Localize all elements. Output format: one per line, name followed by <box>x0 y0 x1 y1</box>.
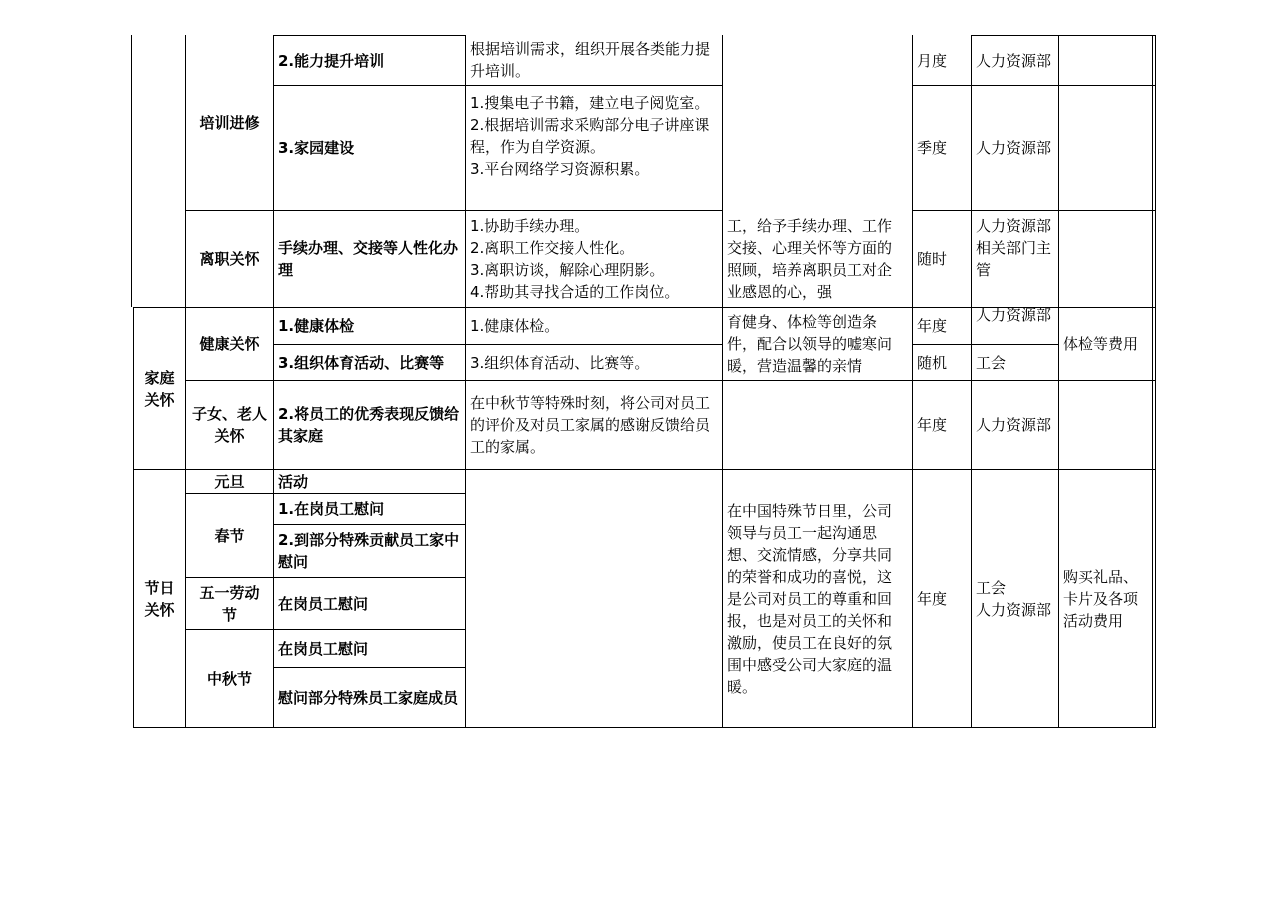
resign-content: 1.协助手续办理。 2.离职工作交接人性化。 3.离职访谈，解除心理阴影。 4.帮助其寻找合适的工作岗位。 <box>470 217 680 301</box>
holiday-freq: 年度 <box>917 589 948 608</box>
training-content-1: 根据培训需求，组织开展各类能力提升培训。 <box>470 40 711 80</box>
holiday-spring-item-1: 1.在岗员工慰问 <box>278 500 385 518</box>
children-item: 2.将员工的优秀表现反馈给其家庭 <box>278 405 460 445</box>
health-purpose: 育健身、体检等创造条件，配合以领导的嘘寒问暖，营造温馨的亲情 <box>727 313 893 375</box>
group-family: 家庭关怀 <box>144 368 175 409</box>
category-training: 培训进修 <box>199 114 260 132</box>
health-freq-2: 随机 <box>917 353 948 372</box>
health-content-2: 3.组织体育活动、比赛等。 <box>470 353 650 372</box>
resign-item: 手续办理、交接等人性化办理 <box>278 239 459 279</box>
holiday-mayday: 五一劳动节 <box>199 583 260 624</box>
category-health: 健康关怀 <box>199 335 260 353</box>
resign-freq: 随时 <box>917 250 948 268</box>
children-dept: 人力资源部 <box>976 416 1052 434</box>
category-resign: 离职关怀 <box>199 250 260 268</box>
holiday-midautumn-item-2: 慰问部分特殊员工家庭成员 <box>278 688 459 707</box>
category-children-elderly: 子女、老人关怀 <box>192 405 268 445</box>
health-dept-1: 人力资源部 <box>976 306 1052 324</box>
holiday-midautumn-item-1: 在岗员工慰问 <box>278 639 369 658</box>
resign-purpose: 工，给予手续办理、工作交接、心理关怀等方面的照顾，培养离职员工对企业感恩的心，强 <box>727 217 893 301</box>
health-item-2: 3.组织体育活动、比赛等 <box>278 353 445 372</box>
training-content-2: 1.搜集电子书籍，建立电子阅览室。 2.根据培训需求采购部分电子讲座课程，作为自学资源。 3.平台网络学习资源积累。 <box>470 94 710 178</box>
health-freq-1: 年度 <box>917 317 948 335</box>
health-content-1: 1.健康体检。 <box>470 317 560 335</box>
training-freq-2: 季度 <box>917 139 948 157</box>
holiday-spring-item-2: 2.到部分特殊贡献员工家中慰问 <box>278 531 460 571</box>
training-freq-1: 月度 <box>917 51 948 70</box>
training-dept-1: 人力资源部 <box>976 51 1052 70</box>
health-cost: 体检等费用 <box>1063 335 1139 353</box>
holiday-newyear: 元旦 <box>214 472 245 491</box>
holiday-newyear-item: 活动 <box>278 472 309 491</box>
training-dept-2: 人力资源部 <box>976 139 1052 157</box>
holiday-midautumn: 中秋节 <box>206 669 252 688</box>
holiday-purpose: 在中国特殊节日里，公司领导与员工一起沟通思想、交流情感，分享共同的荣誉和成功的喜悦，这是公司对员工的尊重和回报，也是对员工的关怀和激励，使员工在良好的氛围中感受公司大家庭的温暖。 <box>727 501 893 696</box>
holiday-dept: 工会 人力资源部 <box>976 578 1052 619</box>
children-freq: 年度 <box>917 416 948 434</box>
training-item-1: 2.能力提升培训 <box>278 51 385 70</box>
resign-dept: 人力资源部 相关部门主管 <box>976 217 1052 279</box>
holiday-cost: 购买礼品、卡片及各项活动费用 <box>1063 567 1139 630</box>
health-dept-2: 工会 <box>976 353 1007 372</box>
children-content: 在中秋节等特殊时刻，将公司对员工的评价及对员工家属的感谢反馈给员工的家属。 <box>470 394 711 456</box>
health-item-1: 1.健康体检 <box>278 317 355 335</box>
training-item-2: 3.家园建设 <box>278 139 355 157</box>
holiday-spring: 春节 <box>214 526 245 545</box>
holiday-mayday-item: 在岗员工慰问 <box>278 594 369 613</box>
group-holiday: 节日关怀 <box>144 578 175 619</box>
